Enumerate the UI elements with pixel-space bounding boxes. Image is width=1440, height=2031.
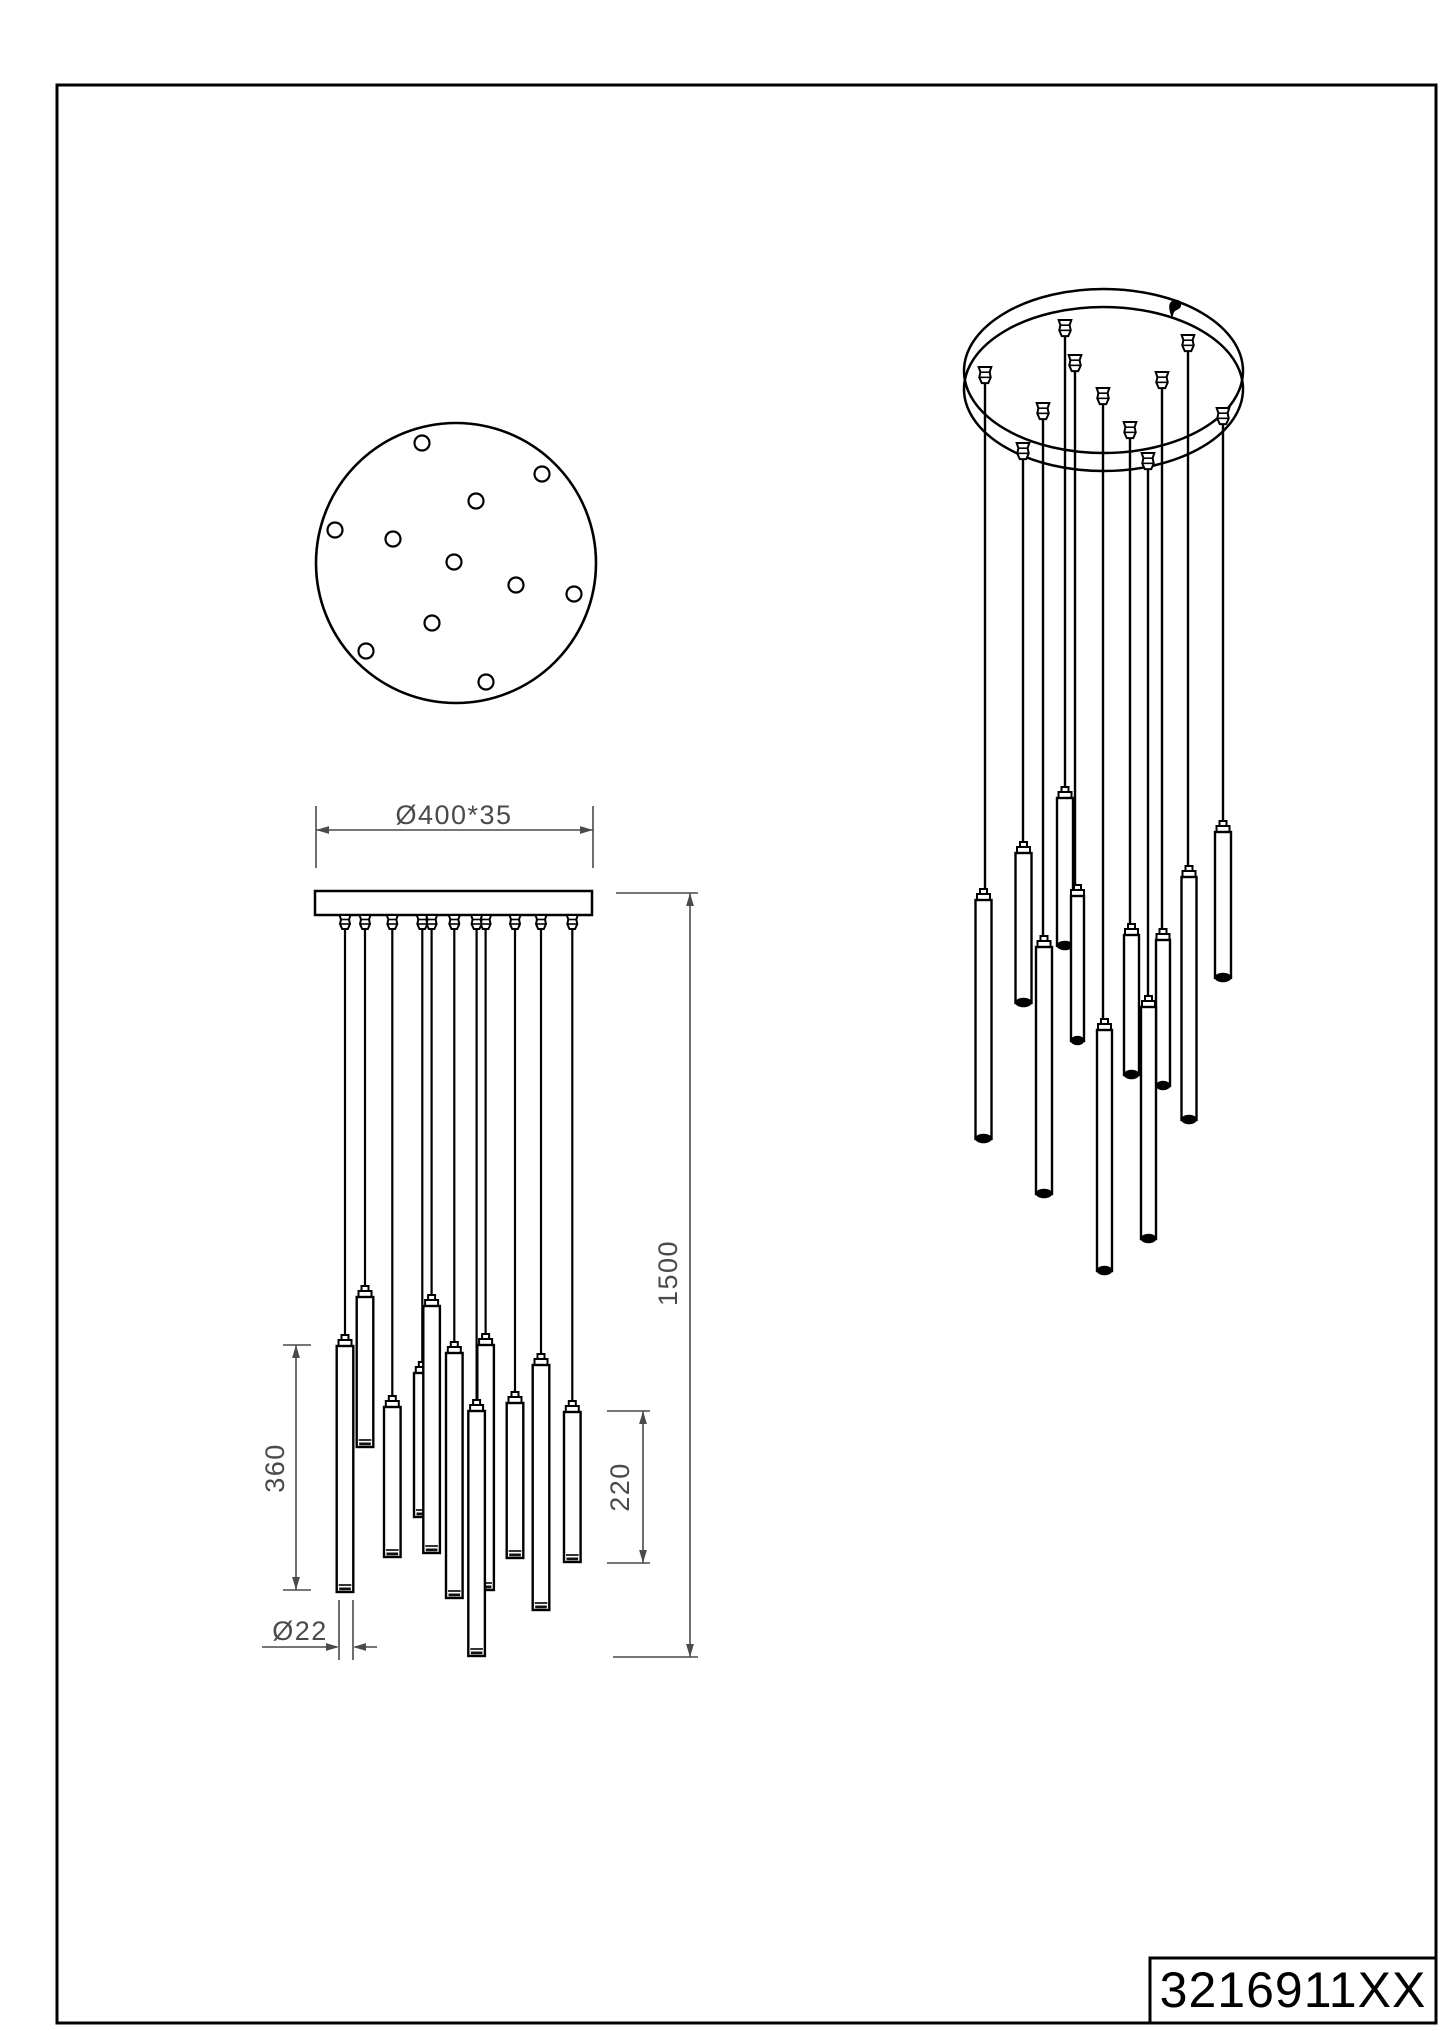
suspension-cone [1182, 335, 1195, 351]
mounting-hole [328, 523, 343, 538]
suspension-cone [1017, 443, 1030, 459]
tube-end-band [387, 1553, 399, 1556]
dimension-arrow [686, 893, 694, 906]
pendant-tube [533, 1365, 550, 1610]
tube-light-aperture [1097, 1266, 1113, 1276]
tube-end-band [426, 1549, 438, 1552]
suspension-cone [1217, 408, 1230, 424]
suspension-cone [471, 915, 482, 929]
pendant-tube [1215, 832, 1231, 978]
pendant-tube [423, 1306, 440, 1553]
suspension-cone [567, 915, 578, 929]
suspension-cone [1059, 320, 1072, 336]
tube-end-band [339, 1588, 351, 1591]
plan-view-canopy [316, 423, 596, 703]
tube-end-band [359, 1443, 371, 1446]
tube-end-band [471, 1652, 483, 1655]
dimension-arrow [353, 1643, 366, 1651]
pendant-tube [1097, 1030, 1112, 1271]
suspension-cone [1124, 422, 1137, 438]
mounting-hole [469, 494, 484, 509]
tube-light-aperture [1036, 1189, 1053, 1199]
dimension-arrow [580, 826, 593, 834]
tube-light-aperture [1141, 1234, 1157, 1244]
suspension-cone [1156, 372, 1169, 388]
suspension-cone [360, 915, 371, 929]
dimension-arrow [316, 826, 329, 834]
cable-hook [1169, 300, 1181, 318]
mounting-hole [425, 616, 440, 631]
tube-end-band [535, 1606, 547, 1609]
pendant-tube [468, 1411, 485, 1656]
pendant-tube [357, 1297, 374, 1447]
tube-end-band [567, 1558, 579, 1561]
pendant-tube [1182, 877, 1197, 1120]
suspension-cone [449, 915, 460, 929]
suspension-cone [1069, 355, 1082, 371]
dimension-arrow [292, 1577, 300, 1590]
mounting-hole [535, 467, 550, 482]
tube-light-aperture [975, 1134, 992, 1144]
pendant-tube [446, 1353, 463, 1598]
mounting-hole [415, 436, 430, 451]
dimension-arrow [686, 1644, 694, 1657]
pendant-tube [1036, 947, 1052, 1194]
suspension-cone [510, 915, 521, 929]
tube-end-band [449, 1594, 461, 1597]
dimension-label: 220 [605, 1462, 635, 1512]
dimension-arrow [639, 1550, 647, 1563]
canopy-plate [315, 891, 592, 915]
tube-light-aperture [1015, 998, 1032, 1008]
mounting-hole [509, 578, 524, 593]
mounting-hole [479, 675, 494, 690]
mounting-hole [386, 532, 401, 547]
suspension-cone [1097, 388, 1110, 404]
suspension-cone [1142, 453, 1155, 469]
tube-end-band [509, 1554, 521, 1557]
suspension-cone [979, 367, 992, 383]
tube-light-aperture [1071, 1036, 1085, 1046]
drawing-number: 3216911XX [1159, 1962, 1427, 2018]
dimension-label: Ø22 [272, 1616, 328, 1646]
pendant-tube [1071, 896, 1084, 1041]
pendant-tube [1156, 940, 1170, 1086]
mounting-hole [359, 644, 374, 659]
suspension-cone [536, 915, 547, 929]
dimension-arrow [639, 1411, 647, 1424]
suspension-cone [1037, 403, 1050, 419]
title-block [1150, 1958, 1436, 2023]
front-elevation-view [260, 800, 698, 1660]
tube-light-aperture [1215, 973, 1232, 983]
dimension-label: 360 [260, 1443, 290, 1493]
pendant-tube [1124, 935, 1139, 1075]
pendant-tube [1141, 1007, 1156, 1239]
perspective-view [964, 289, 1243, 1275]
dimension-label: 1500 [653, 1239, 683, 1307]
dimension-label: Ø400*35 [395, 800, 513, 830]
pendant-tube [337, 1346, 354, 1592]
dimension-arrow [292, 1345, 300, 1358]
tube-light-aperture [1156, 1081, 1171, 1091]
mounting-hole [567, 587, 582, 602]
pendant-tube [564, 1412, 581, 1562]
pendant-tube [507, 1403, 524, 1558]
tube-light-aperture [1124, 1070, 1140, 1080]
dimension-arrow [326, 1643, 339, 1651]
pendant-tube [976, 900, 992, 1139]
mounting-hole [447, 555, 462, 570]
suspension-cone [340, 915, 351, 929]
tube-light-aperture [1181, 1115, 1197, 1125]
suspension-cone [387, 915, 398, 929]
suspension-cone [426, 915, 437, 929]
sheet-border [57, 85, 1436, 2023]
pendant-tube [1016, 853, 1032, 1003]
pendant-tube [384, 1407, 401, 1557]
